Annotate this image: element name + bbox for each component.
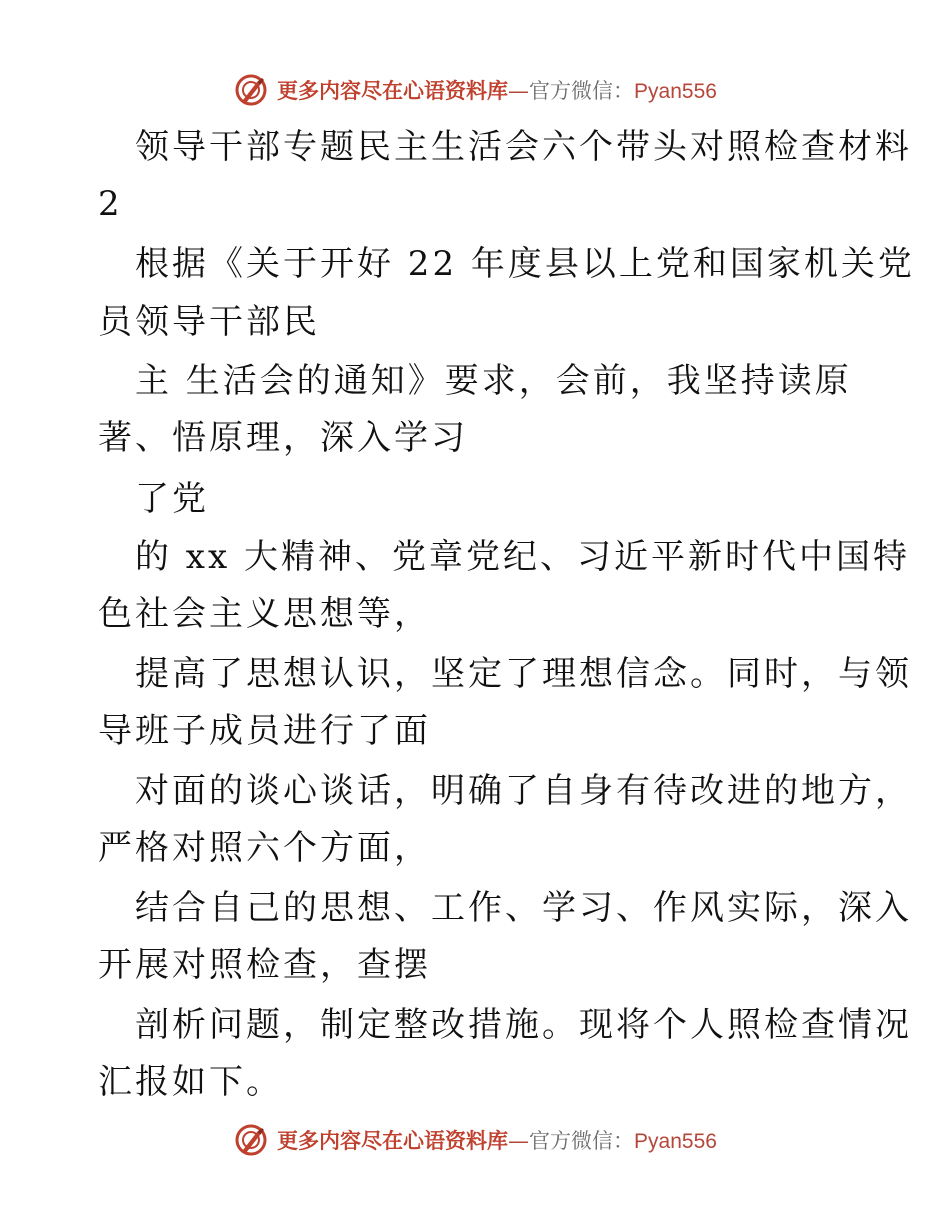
document-title-line: 领导干部专题民主生活会六个带头对照检查材料 <box>135 127 912 167</box>
paragraph-line: 结合自己的思想、工作、学习、作风实际，深入 <box>135 888 912 928</box>
paragraph-line: 提高了思想认识，坚定了理想信念。同时，与领 <box>135 654 912 694</box>
banner-wechat-id: Pyan556 <box>634 80 717 103</box>
paragraph-line: 根据《关于开好 22 年度县以上党和国家机关党 <box>135 244 915 284</box>
banner-text <box>277 1125 717 1155</box>
paragraph-line: 的 xx 大精神、党章党纪、习近平新时代中国特 <box>135 537 910 577</box>
paragraph-line: 开展对照检查，查摆 <box>98 945 431 985</box>
paragraph-line: 了党 <box>135 479 209 519</box>
paragraph-line: 汇报如下。 <box>98 1062 283 1102</box>
paragraph-line: 导班子成员进行了面 <box>98 711 431 751</box>
banner-main-text: 更多内容尽在心语资料库 <box>277 1128 509 1153</box>
banner-wechat-id: Pyan556 <box>634 1130 717 1153</box>
paragraph-line: 员领导干部民 <box>98 302 320 342</box>
paragraph-line: 严格对照六个方面， <box>98 828 431 868</box>
banner-dash: — <box>508 1129 530 1153</box>
banner-main-text: 更多内容尽在心语资料库 <box>277 78 509 103</box>
paragraph-line: 对面的谈心谈话，明确了自身有待改进的地方， <box>135 771 912 811</box>
pen-logo-icon <box>233 1122 269 1158</box>
paragraph-line: 主 生活会的通知》要求，会前，我坚持读原 <box>135 361 852 401</box>
paragraph-line: 著、悟原理，深入学习 <box>98 418 468 458</box>
footer-banner <box>0 1118 950 1162</box>
banner-wechat-label: 官方微信： <box>529 1129 635 1153</box>
banner-wechat-label: 官方微信： <box>529 79 635 103</box>
paragraph-line: 色社会主义思想等， <box>98 594 431 634</box>
banner-dash: — <box>508 79 530 103</box>
document-title-line: 2 <box>98 184 123 224</box>
paragraph-line: 剖析问题，制定整改措施。现将个人照检查情况 <box>135 1005 912 1045</box>
